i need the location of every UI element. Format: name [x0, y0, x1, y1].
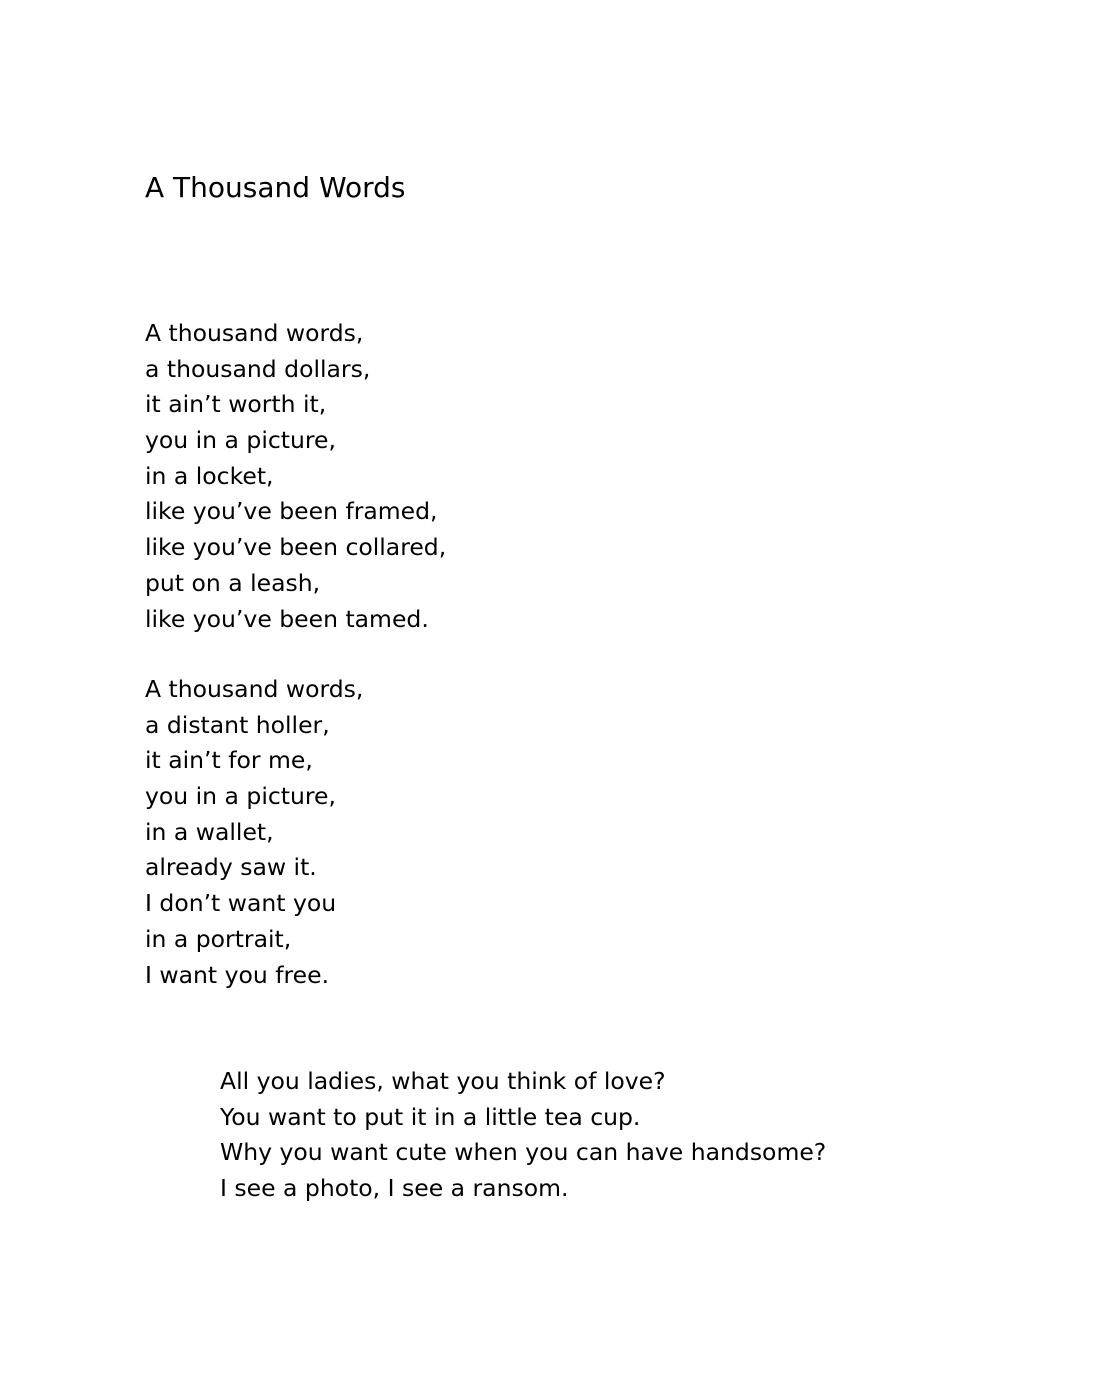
- poem-title: A Thousand Words: [145, 171, 406, 204]
- poem-line: put on a leash,: [145, 568, 321, 597]
- poem-line: All you ladies, what you think of love?: [220, 1067, 666, 1095]
- poem-line: you in a picture,: [145, 782, 336, 811]
- poem-line: already saw it.: [145, 853, 317, 882]
- stanza-2: [145, 672, 363, 993]
- poem-line: it ain’t worth it,: [145, 390, 327, 419]
- poem-line: you in a picture,: [145, 426, 336, 455]
- poem-line: in a locket,: [145, 461, 274, 490]
- stanza-1: [145, 316, 446, 637]
- poem-line: in a wallet,: [145, 817, 274, 846]
- poem-line: in a portrait,: [145, 924, 292, 953]
- poem-line: I want you free.: [145, 960, 330, 989]
- stanza-3-indented: [220, 1064, 826, 1207]
- poem-line: A thousand words,: [145, 319, 364, 347]
- poem-line: like you’ve been framed,: [145, 497, 438, 526]
- poem-line: a distant holler,: [145, 710, 330, 739]
- poem-line: I see a photo, I see a ransom.: [220, 1174, 569, 1203]
- poem-line: it ain’t for me,: [145, 746, 313, 775]
- poem-line: I don’t want you: [145, 889, 337, 918]
- poem-line: A thousand words,: [145, 675, 364, 703]
- poem-line: like you’ve been collared,: [145, 533, 447, 562]
- poem-line: Why you want cute when you can have handsome?: [220, 1138, 827, 1167]
- poem-line: a thousand dollars,: [145, 354, 371, 383]
- poem-line: You want to put it in a little tea cup.: [220, 1102, 641, 1131]
- poem-line: like you’ve been tamed.: [145, 604, 429, 633]
